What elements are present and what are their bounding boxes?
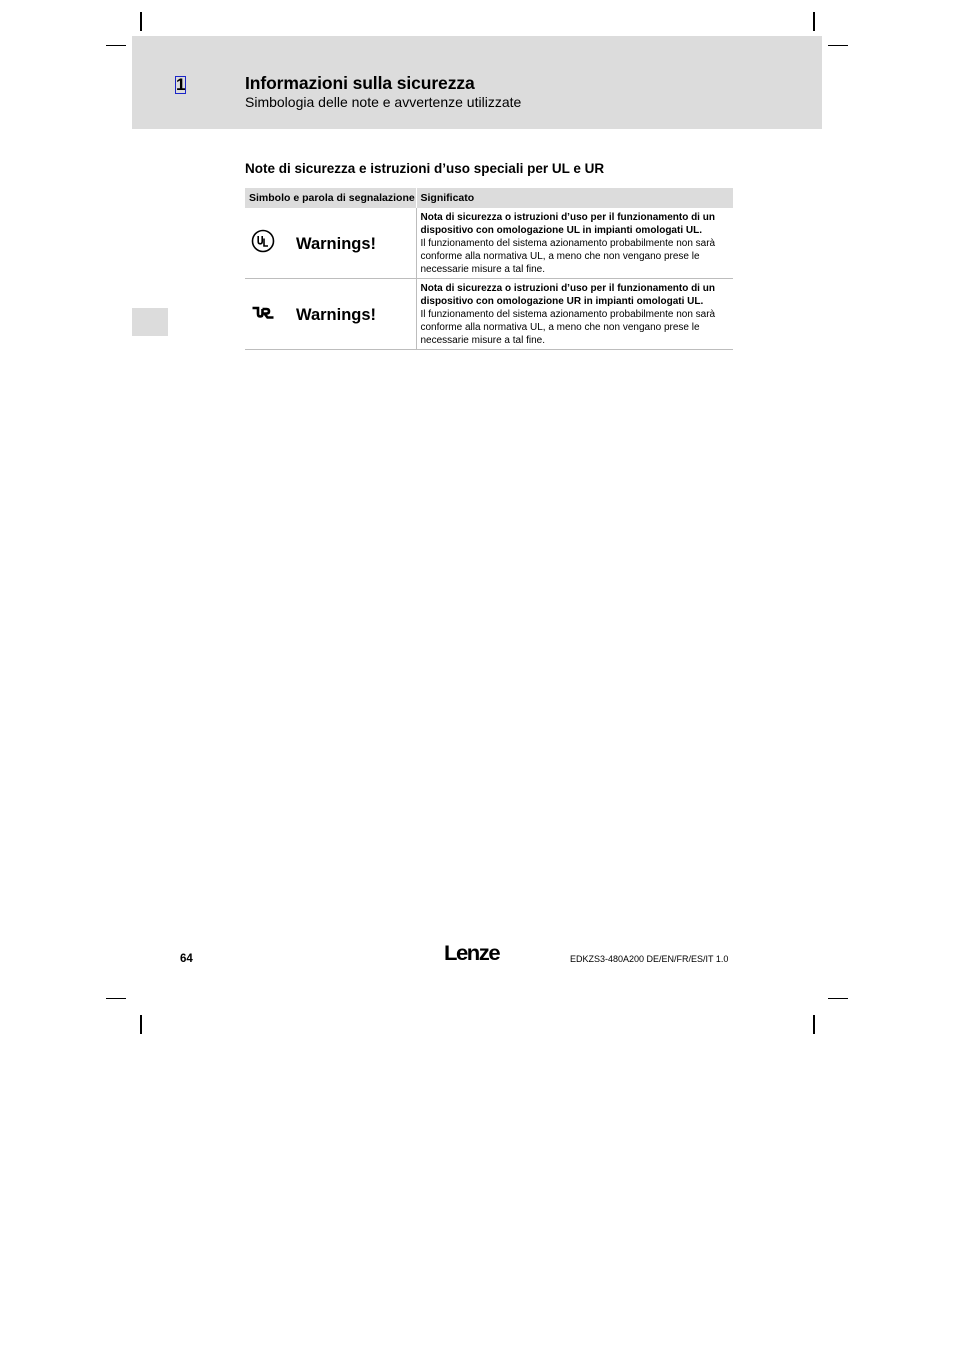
column-header-meaning: Significato: [416, 188, 733, 208]
crop-mark: [106, 45, 126, 46]
crop-mark: [813, 1015, 815, 1034]
crop-mark: [140, 12, 142, 31]
crop-mark: [828, 45, 848, 46]
symbol-cell: [245, 208, 416, 279]
meaning-bold-text: Nota di sicurezza o istruzioni d’uso per il funzionamento di un dispositivo con omologazione UL in impianti omologati UL.: [420, 212, 715, 236]
brand-logo: Lenze: [444, 942, 500, 965]
crop-mark: [140, 1015, 142, 1034]
chapter-number[interactable]: 1: [176, 75, 186, 94]
page-subtitle: Simbologia delle note e avvertenze utilizzate: [245, 94, 522, 110]
signal-word: Warnings!: [296, 306, 377, 324]
header-band: [132, 36, 822, 129]
crop-mark: [828, 998, 848, 999]
meaning-cell: [416, 279, 733, 350]
ul-listed-icon: [251, 229, 275, 253]
column-header-symbol: Simbolo e parola di segnalazione: [245, 188, 416, 208]
table-row: [245, 279, 733, 350]
page-title: Informazioni sulla sicurezza: [245, 73, 475, 93]
crop-mark: [106, 998, 126, 999]
table-row: [245, 208, 733, 279]
crop-mark: [813, 12, 815, 31]
document-code: EDKZS3-480A200 DE/EN/FR/ES/IT 1.0: [570, 954, 729, 964]
table-header-row: [245, 188, 733, 208]
side-tab-marker: [132, 308, 168, 336]
meaning-text: Il funzionamento del sistema azionamento probabilmente non sarà conforme alla normativa UL, a meno che non vengano prese le necessarie misure a tal fine.: [420, 309, 716, 346]
symbol-cell: [245, 279, 416, 350]
meaning-text: Il funzionamento del sistema azionamento probabilmente non sarà conforme alla normativa UL, a meno che non vengano prese le necessarie misure a tal fine.: [420, 238, 716, 275]
page-number: 64: [180, 953, 193, 965]
section-heading: Note di sicurezza e istruzioni d’uso speciali per UL e UR: [245, 161, 605, 176]
meaning-bold-text: Nota di sicurezza o istruzioni d’uso per il funzionamento di un dispositivo con omologazione UR in impianti omologati UL.: [420, 283, 715, 307]
symbol-table: [245, 188, 733, 350]
meaning-cell: [416, 208, 733, 279]
signal-word: Warnings!: [296, 235, 377, 253]
ur-recognized-icon: [251, 300, 275, 324]
